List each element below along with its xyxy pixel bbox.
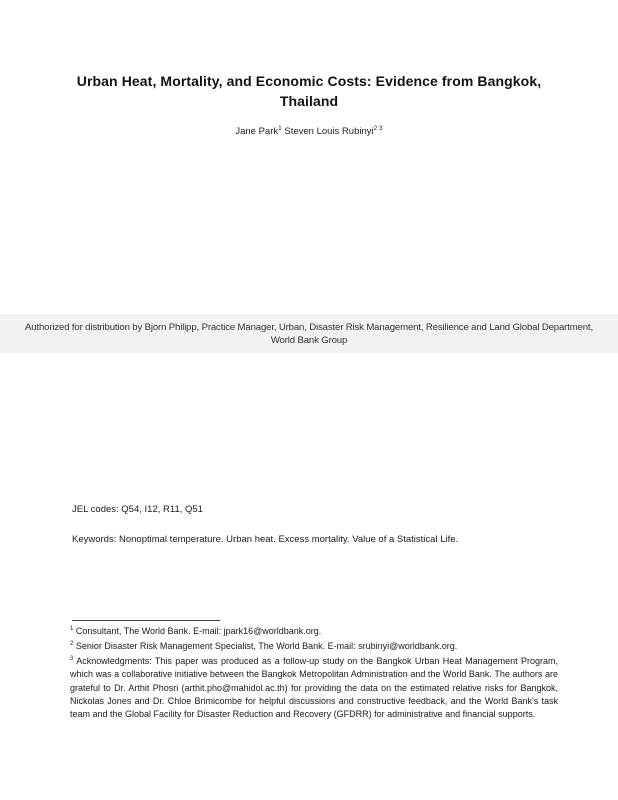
authors-line (0, 125, 618, 138)
footnote-2-text: Senior Disaster Risk Management Specialist, The World Bank. E-mail: srubinyi@worldbank.org. (73, 640, 458, 651)
banner-line-1: Authorized for distribution by Bjorn Philipp, Practice Manager, Urban, Disaster Risk Management, Resilience and Land Global Department, (25, 321, 593, 333)
author-1-superscript: 1 (278, 124, 282, 132)
title-line-2: Thailand (279, 93, 339, 109)
footnote-1-text: Consultant, The World Bank. E-mail: jpark16@worldbank.org. (73, 626, 322, 636)
footnote-1 (70, 625, 558, 638)
jel-codes-line: JEL codes: Q54, I12, R11, Q51 (72, 504, 203, 515)
author-2-superscript: 2 3 (373, 124, 383, 132)
footnote-2-marker: 2 (70, 640, 74, 647)
footnote-1-marker: 1 (70, 626, 74, 632)
author-name-2 (282, 126, 383, 137)
banner-line-2: World Bank Group (270, 334, 348, 346)
footnote-3 (70, 655, 558, 722)
footnotes-section (70, 625, 558, 723)
footnote-2 (70, 640, 558, 653)
author-name-1 (235, 126, 281, 137)
footnote-separator-rule (72, 620, 220, 621)
title-line-1: Urban Heat, Mortality, and Economic Costs: Evidence from Bangkok, (76, 73, 542, 89)
distribution-authorization-banner (0, 314, 618, 353)
page-title (40, 71, 578, 111)
author-1-text: Jane Park (235, 126, 279, 137)
footnote-3-marker: 3 (70, 655, 74, 662)
author-2-text: Steven Louis Rubinyi (281, 126, 374, 137)
footnote-3-text: Acknowledgments: This paper was produced as a follow-up study on the Bangkok Urban Heat Management Program, which was a collaborative initiative between the Bangkok Metropolitan Administration and the World Bank. The authors are grateful to Dr. Arthit Phosri (arthit.pho@mahidol.ac.th) for providing the data on the estimated relative risks for Bangkok, Nickolas Jones and Dr. Chloe Brimicombe for helpful discussions and constructive feedback, and the World Bank's task team and the Global Facility for Disaster Reduction and Recovery (GFDRR) for administrative and financial supports. (70, 655, 558, 720)
keywords-line: Keywords: Nonoptimal temperature. Urban heat. Excess mortality. Value of a Statistical Life. (72, 534, 459, 545)
